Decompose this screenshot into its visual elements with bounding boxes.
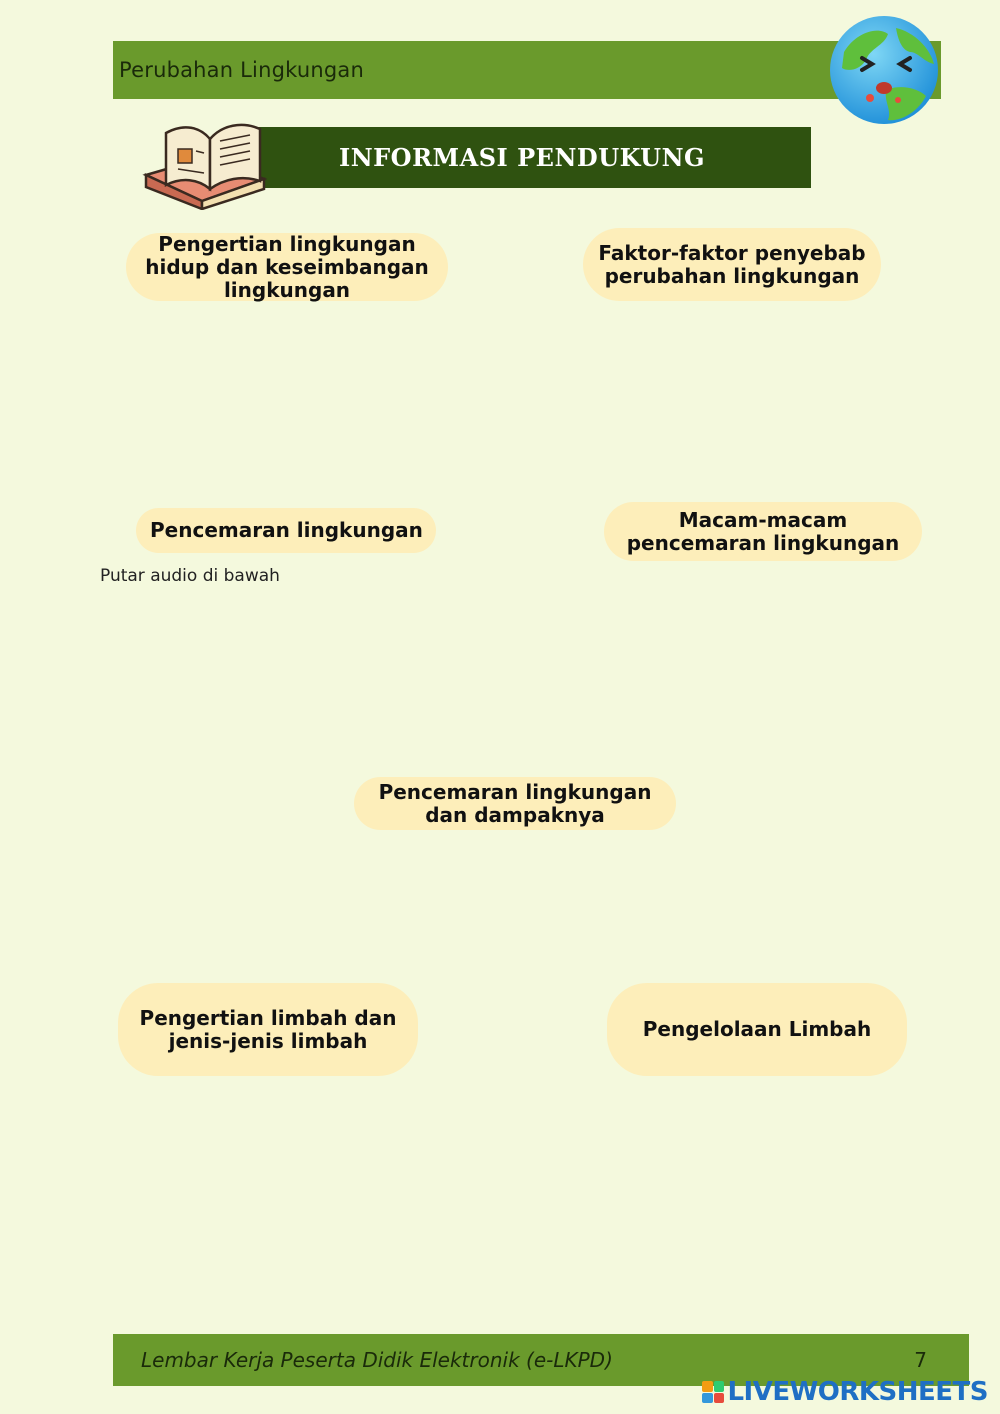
topic-faktor-penyebab[interactable] xyxy=(583,228,881,301)
header-title: Perubahan Lingkungan xyxy=(119,58,364,82)
topic-label: Pengertian limbah dan jenis-jenis limbah xyxy=(139,1005,397,1053)
page-number: 7 xyxy=(914,1348,927,1372)
audio-note: Putar audio di bawah xyxy=(100,566,280,586)
topic-label: Pencemaran lingkungan dan dampaknya xyxy=(378,779,652,827)
book-icon xyxy=(138,105,273,210)
topic-limbah[interactable] xyxy=(118,983,418,1076)
topic-label: Pengelolaan Limbah xyxy=(642,1017,872,1041)
liveworksheets-logo xyxy=(702,1376,988,1408)
topic-label: Pengertian lingkungan hidup dan keseimbangan lingkungan xyxy=(145,231,429,302)
topic-label: Macam-macam pencemaran lingkungan xyxy=(626,507,900,555)
topic-label: Pencemaran lingkungan xyxy=(150,518,423,542)
brand-name: LIVEWORKSHEETS xyxy=(727,1377,988,1407)
header-bar xyxy=(113,41,941,99)
topic-pengelolaan[interactable] xyxy=(607,983,907,1076)
topic-lingkungan-hidup[interactable] xyxy=(126,233,448,301)
topic-label: Faktor-faktor penyebab perubahan lingkungan xyxy=(598,240,866,288)
footer-text: Lembar Kerja Peserta Didik Elektronik (e-LKPD) xyxy=(141,1348,613,1372)
topic-dampak[interactable] xyxy=(354,777,676,830)
globe-icon xyxy=(826,12,942,128)
topic-pencemaran[interactable] xyxy=(136,508,436,553)
section-title: INFORMASI PENDUKUNG xyxy=(338,143,706,172)
section-banner xyxy=(233,127,811,188)
topic-macam-pencemaran[interactable] xyxy=(604,502,922,561)
logo-grid-icon xyxy=(702,1381,724,1403)
